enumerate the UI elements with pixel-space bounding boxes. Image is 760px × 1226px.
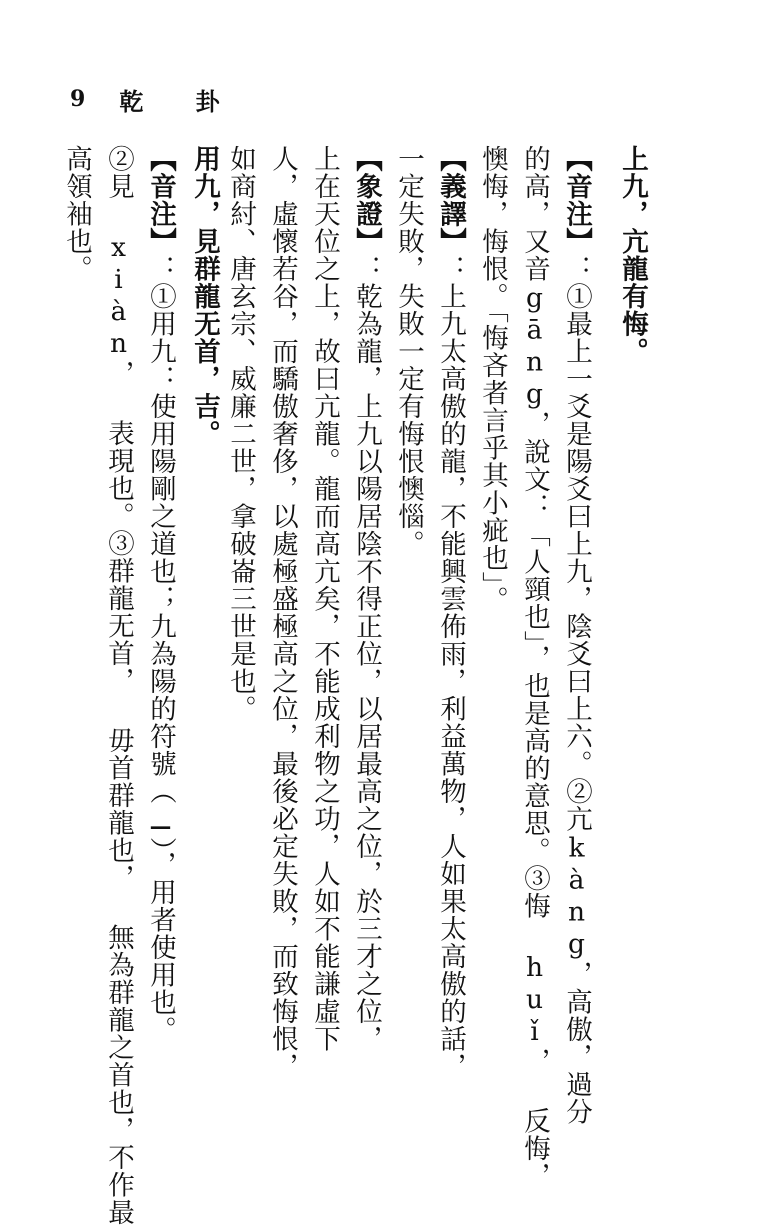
section-label: 【象證】	[351, 145, 382, 255]
page-number: 9	[70, 86, 86, 112]
text-column: 高領袖也。	[61, 145, 92, 283]
text-column: ②見 xiàn， 表現也。③群龍无首， 毋首群龍也， 無為群龍之首也，不作最	[103, 145, 134, 1226]
text-column: 懊悔，悔恨。「悔吝者言乎其小疵也」。	[477, 145, 508, 614]
text-column: 【義譯】：上九太高傲的龍，不能興雲佈雨，利益萬物，人如果太高傲的話，	[435, 145, 466, 1080]
text-column: 【象證】：乾為龍，上九以陽居陰不得正位，以居最高之位，於三才之位，	[351, 145, 382, 1053]
text-column: 的高，又音gāng，說文：「人頸也」，也是高的意思。③悔 huǐ， 反悔，	[519, 145, 550, 1190]
text-column: 上在天位之上，故曰亢龍。龍而高亢矣，不能成利物之功，人如不能謙虛下	[309, 145, 340, 1053]
text-column: 用九，見群龍无首，吉。	[189, 145, 220, 448]
text-column: 【音注】：①用九：使用陽剛之道也；九為陽的符號（⚊），用者使用也。	[145, 145, 176, 1044]
section-label: 【音注】	[561, 145, 592, 255]
section-label: 【音注】	[145, 145, 176, 255]
page-header	[70, 84, 242, 114]
text-column: 如商紂、唐玄宗、威廉二世，拿破崙三世是也。	[225, 145, 256, 723]
text-column: 人，虛懷若谷，而驕傲奢侈，以處極盛極高之位，最後必定失敗，而致悔恨，	[267, 145, 298, 1080]
section-label: 【義譯】	[435, 145, 466, 255]
running-title: 乾 卦	[119, 86, 242, 116]
text-column: 上九，亢龍有悔。	[617, 145, 648, 365]
text-column: 一定失敗，失敗一定有悔恨懊惱。	[393, 145, 424, 558]
text-column: 【音注】：①最上一爻是陽爻曰上九，陰爻曰上六。②亢kàng，高傲，過分	[561, 145, 592, 1126]
